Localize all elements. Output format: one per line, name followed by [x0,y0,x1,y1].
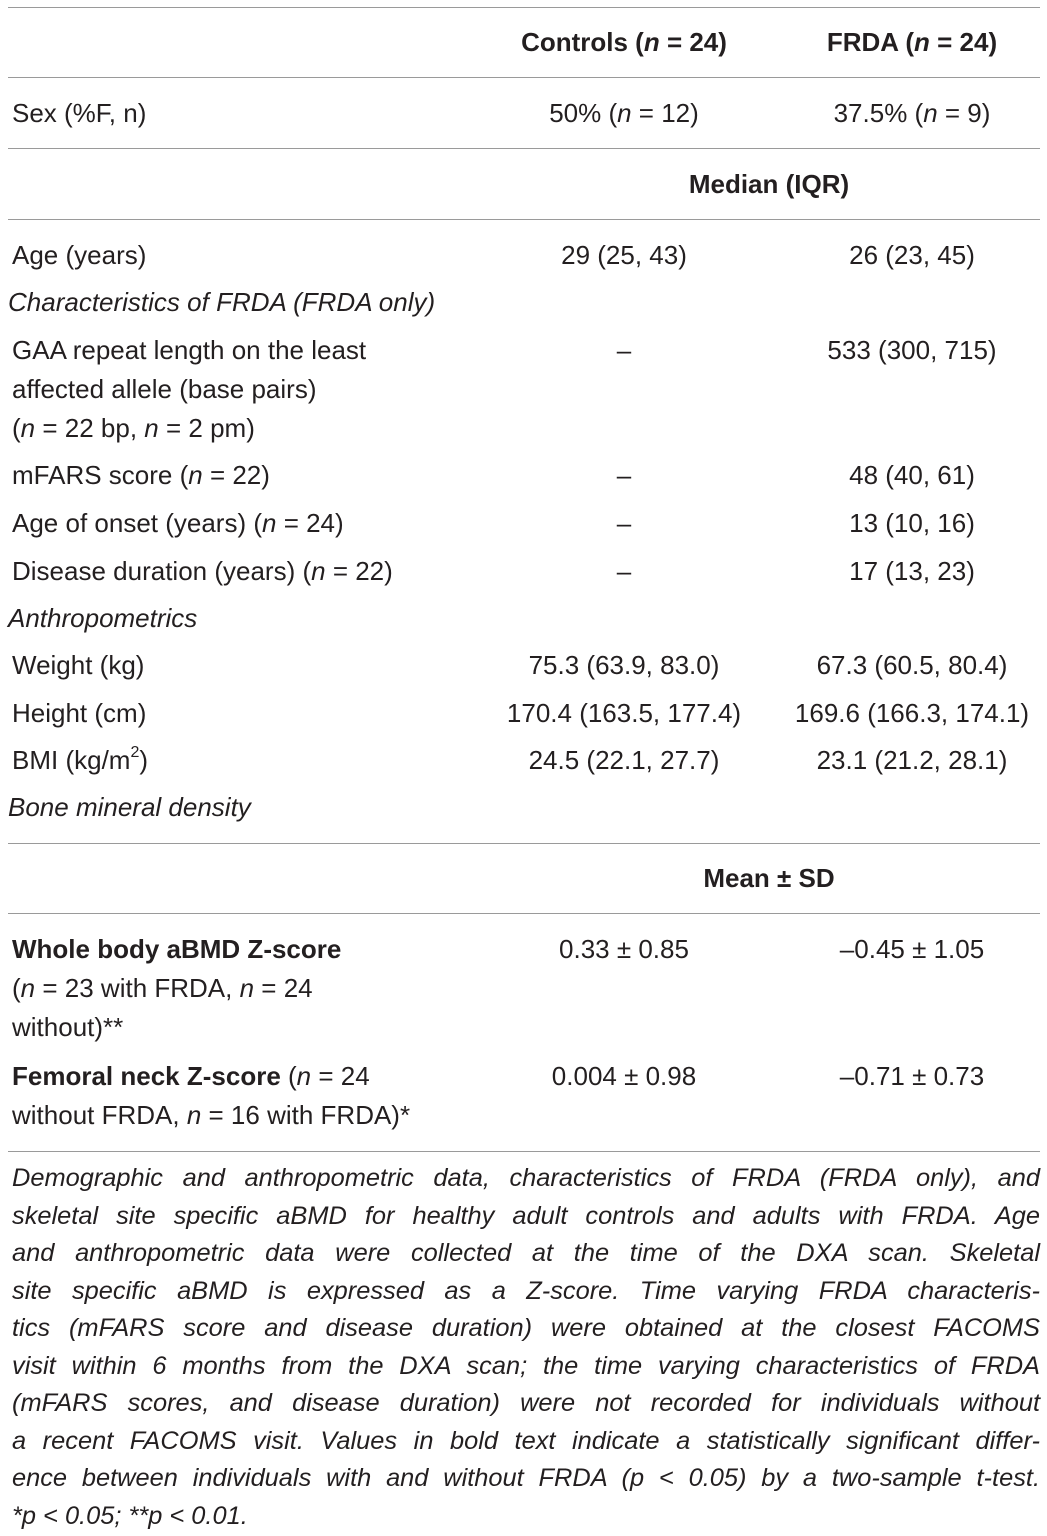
cell-gaa-controls: – [616,335,632,365]
cell-duration-controls: – [616,556,632,586]
cell-weight-frda: 67.3 (60.5, 80.4) [816,650,1008,680]
caption-line: *p < 0.05; **p < 0.01. [12,1501,248,1530]
row-label-gaa-line1: GAA repeat length on the least [12,335,367,365]
section-frda-characteristics: Characteristics of FRDA (FRDA only) [8,287,436,317]
caption-line: (mFARS scores, and disease duration) were not recorded for individuals without [12,1389,1040,1417]
row-label-disease-duration: Disease duration (years) (n = 22) [12,556,393,586]
row-label-whole-body-line2: (n = 23 with FRDA, n = 24 [12,973,313,1003]
cell-mfars-frda: 48 (40, 61) [849,460,975,490]
row-label-height: Height (cm) [12,698,147,728]
cell-weight-controls: 75.3 (63.9, 83.0) [528,650,720,680]
row-label-femoral-line1: Femoral neck Z-score (n = 24 [12,1061,370,1091]
table-caption [12,1160,1040,1535]
caption-line: visit within 6 months from the DXA scan; the time varying characteristics of FRDA [12,1351,1040,1380]
table-top-rule [8,7,1040,8]
row-label-whole-body-line3: without)** [12,1012,124,1042]
cell-mfars-controls: – [616,460,632,490]
cell-femoral-controls: 0.004 ± 0.98 [551,1061,697,1091]
row-label-weight: Weight (kg) [12,650,145,680]
row-label-whole-body-line1: Whole body aBMD Z-score [12,934,342,964]
cell-height-frda: 169.6 (166.3, 174.1) [794,698,1030,728]
cell-gaa-frda: 533 (300, 715) [827,335,997,365]
row-label-age: Age (years) [12,240,147,270]
header-rule [8,77,1040,78]
row-label-femoral-line2: without FRDA, n = 16 with FRDA)* [12,1100,411,1130]
section-anthropometrics: Anthropometrics [8,603,198,633]
median-header-rule [8,219,1040,220]
cell-age-frda: 26 (23, 45) [849,240,975,270]
caption-line: skeletal site specific aBMD for healthy adult controls and adults with FRDA. Age [12,1201,1040,1230]
caption-line: a recent FACOMS visit. Values in bold text indicate a statistically significant differ- [12,1426,1040,1455]
row-label-sex: Sex (%F, n) [12,98,147,128]
column-header-frda: FRDA (n = 24) [826,27,998,57]
caption-line: site specific aBMD is expressed as a Z-score. Time varying FRDA characteris- [12,1276,1040,1305]
caption-line: Demographic and anthropometric data, characteristics of FRDA (FRDA only), and [12,1164,1040,1192]
table-bottom-rule [8,1151,1040,1152]
cell-onset-frda: 13 (10, 16) [849,508,975,538]
cell-sex-controls: 50% (n = 12) [549,98,699,128]
row-label-gaa-line2: affected allele (base pairs) [12,374,317,404]
bone-section-rule [8,843,1040,844]
cell-whole-body-controls: 0.33 ± 0.85 [559,934,689,964]
mean-sd-header: Mean ± SD [703,863,835,893]
column-header-controls: Controls (n = 24) [521,27,727,57]
cell-bmi-frda: 23.1 (21.2, 28.1) [816,745,1008,775]
cell-age-controls: 29 (25, 43) [561,240,687,270]
cell-bmi-controls: 24.5 (22.1, 27.7) [528,745,720,775]
row-label-gaa-line3: (n = 22 bp, n = 2 pm) [12,413,255,443]
cell-duration-frda: 17 (13, 23) [849,556,975,586]
cell-femoral-frda: –0.71 ± 0.73 [839,1061,985,1091]
caption-line: and anthropometric data were collected at the time of the DXA scan. Skeletal [12,1239,1040,1267]
row-label-mfars: mFARS score (n = 22) [12,460,270,490]
row-label-age-onset: Age of onset (years) (n = 24) [12,508,344,538]
cell-whole-body-frda: –0.45 ± 1.05 [839,934,985,964]
sex-row-rule [8,148,1040,149]
cell-onset-controls: – [616,508,632,538]
median-iqr-header: Median (IQR) [688,169,850,199]
cell-height-controls: 170.4 (163.5, 177.4) [506,698,742,728]
section-bone-mineral-density: Bone mineral density [8,792,251,822]
caption-line: ence between individuals with and without FRDA (p < 0.05) by a two-sample t-test. [12,1464,1040,1492]
mean-header-rule [8,913,1040,914]
caption-line: tics (mFARS score and disease duration) were obtained at the closest FACOMS [12,1314,1040,1342]
row-label-bmi: BMI $(kg/m^2)$ [12,744,149,775]
cell-sex-frda: 37.5% (n = 9) [833,98,991,128]
